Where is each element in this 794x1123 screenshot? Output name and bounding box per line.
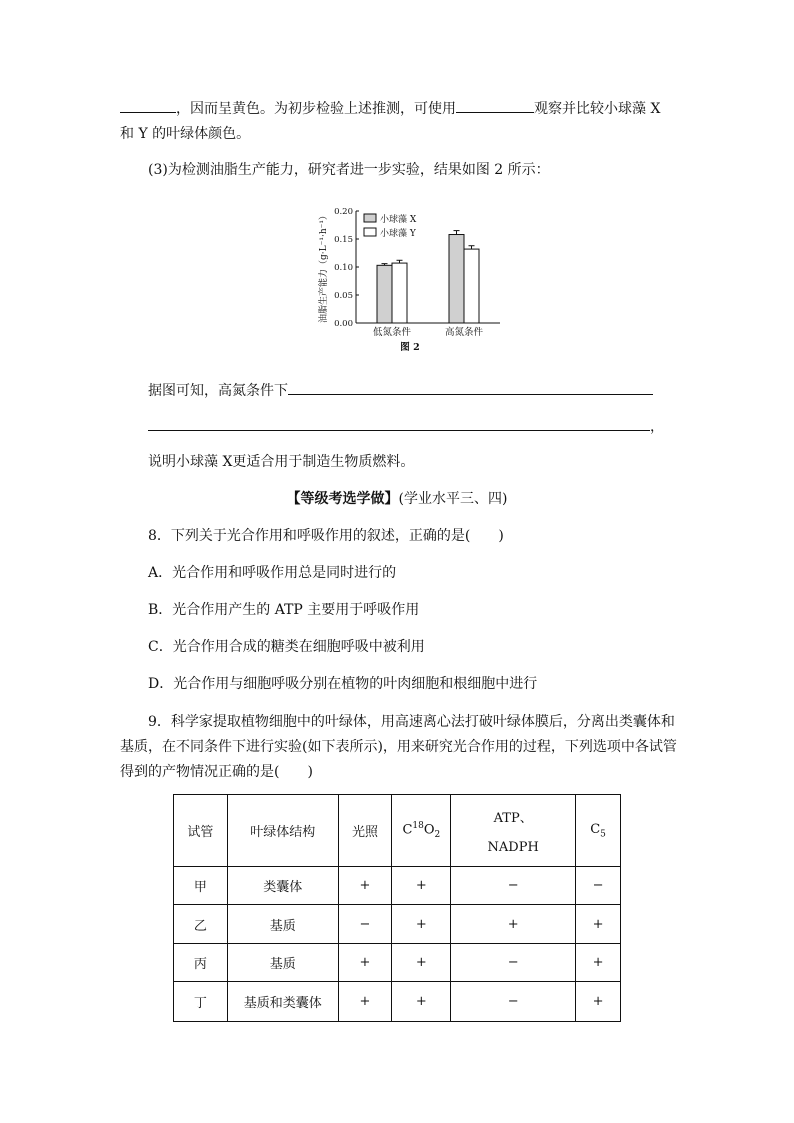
q8-option-c: C．光合作用合成的糖类在细胞呼吸中被利用 [148, 639, 425, 655]
q7-answer-line1 [148, 380, 653, 401]
header-co2: $C^{18}O_2$ [392, 795, 451, 867]
table-row [174, 981, 621, 1021]
q7-conclusion: 说明小球藻 X更适合用于制造生物质燃料。 [148, 454, 415, 470]
table-cell: 基质 [227, 905, 338, 943]
q9-line3: 得到的产物情况正确的是( ) [120, 764, 313, 780]
table-cell: + [338, 867, 392, 905]
bar [377, 265, 392, 323]
answer-comma: ， [650, 419, 664, 435]
header-tube: 试管 [174, 795, 228, 867]
table-cell: + [338, 981, 392, 1021]
table-cell: 甲 [174, 867, 228, 905]
answer-blank [456, 98, 534, 113]
table-cell: + [392, 867, 451, 905]
table-cell: + [392, 981, 451, 1021]
y-axis-label: 油脂生产能力（g·L⁻¹·h⁻¹） [319, 211, 329, 323]
y-tick-label: 0.05 [334, 291, 353, 301]
header-light: 光照 [338, 795, 392, 867]
legend-label: 小球藻 X [380, 215, 417, 225]
table-cell: 丁 [174, 981, 228, 1021]
legend-swatch [364, 228, 376, 236]
q9-line2: 基质，在不同条件下进行实验(如下表所示)，用来研究光合作用的过程，下列选项中各试管 [120, 739, 677, 755]
q8-option-a: A．光合作用和呼吸作用总是同时进行的 [148, 565, 397, 581]
table-header-row [174, 795, 621, 867]
table-row [174, 867, 621, 905]
table-cell: + [392, 905, 451, 943]
y-tick-label: 0.15 [334, 235, 353, 245]
experiment-table [173, 794, 621, 1022]
q7-answer-line2 [148, 416, 664, 437]
table-cell: 基质 [227, 943, 338, 981]
table-row [174, 905, 621, 943]
q8-option-d: D．光合作用与细胞呼吸分别在植物的叶肉细胞和根细胞中进行 [148, 676, 538, 692]
q7-line1-mid: ，因而呈黄色。为初步检验上述推测，可使用 [176, 101, 456, 117]
table-cell: − [451, 943, 576, 981]
answer-blank [148, 416, 650, 431]
q8-stem: 8．下列关于光合作用和呼吸作用的叙述，正确的是( ) [148, 528, 504, 544]
y-tick-label: 0.20 [334, 207, 353, 217]
bar [449, 235, 464, 323]
table-cell: − [338, 905, 392, 943]
bar [392, 263, 407, 323]
q7-line1-end: 观察并比较小球藻 X [534, 101, 661, 117]
table-row [174, 943, 621, 981]
table-cell: + [451, 905, 576, 943]
table-cell: 丙 [174, 943, 228, 981]
table-cell: − [576, 867, 621, 905]
header-c5: $C_5$ [576, 795, 621, 867]
figure-2-chart [310, 200, 510, 360]
table-cell: + [576, 943, 621, 981]
answer-blank [120, 98, 176, 113]
section-heading-bold: 【等级考选学做】 [286, 491, 399, 507]
table-cell: + [576, 981, 621, 1021]
y-tick-label: 0.10 [334, 263, 353, 273]
chart-title: 图 2 [400, 342, 420, 353]
section-heading [0, 489, 794, 509]
x-tick-label: 高氮条件 [444, 327, 484, 338]
section-heading-rest: (学业水平三、四) [398, 491, 508, 507]
table-cell: − [451, 981, 576, 1021]
table-cell: 类囊体 [227, 867, 338, 905]
legend-swatch [364, 214, 376, 222]
table-cell: − [451, 867, 576, 905]
legend-label: 小球藻 Y [380, 229, 416, 239]
q7-part3: (3)为检测油脂生产能力，研究者进一步实验，结果如图 2 所示： [148, 162, 550, 178]
chart-svg [310, 200, 510, 360]
answer-blank [288, 380, 653, 395]
table-cell: + [338, 943, 392, 981]
x-tick-label: 低氮条件 [372, 327, 412, 338]
table-cell: 基质和类囊体 [227, 981, 338, 1021]
header-atp-nadph: ATP、 NADPH [451, 795, 576, 867]
table-cell: 乙 [174, 905, 228, 943]
bar [464, 249, 479, 323]
header-structure: 叶绿体结构 [227, 795, 338, 867]
q8-option-b: B．光合作用产生的 ATP 主要用于呼吸作用 [148, 602, 420, 618]
answer-prefix: 据图可知，高氮条件下 [148, 383, 288, 399]
y-tick-label: 0.00 [334, 319, 353, 329]
q7-line1 [120, 98, 660, 119]
table-cell: + [392, 943, 451, 981]
q9-line1: 9．科学家提取植物细胞中的叶绿体，用高速离心法打破叶绿体膜后，分离出类囊体和 [148, 714, 675, 730]
q7-line2: 和 Y 的叶绿体颜色。 [120, 126, 251, 142]
table-cell: + [576, 905, 621, 943]
